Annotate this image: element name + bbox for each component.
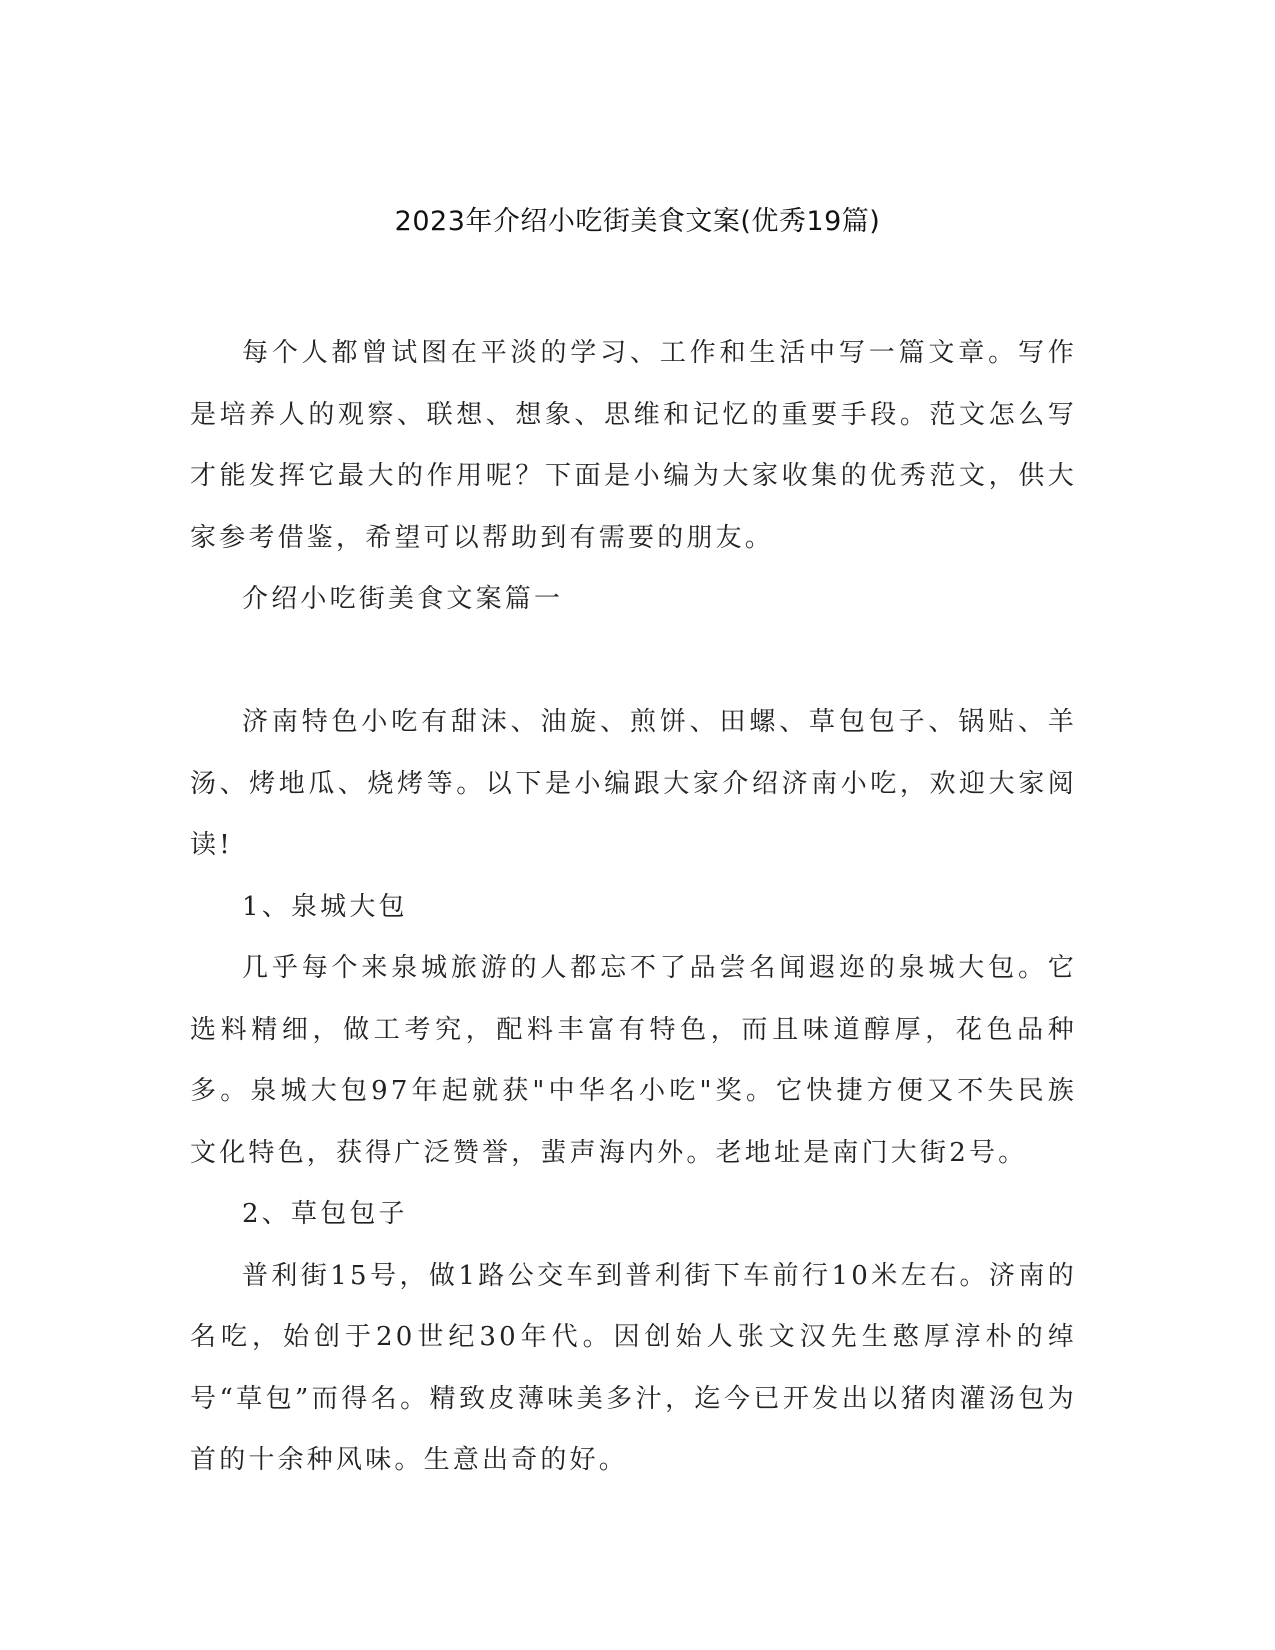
article-body <box>190 692 1077 1492</box>
item-text-2: 普利街15号，做1路公交车到普利街下车前行10米左右。济南的名吃，始创于20世纪30年代。因创始人张文汉先生憨厚淳朴的绰号“草包”而得名。精致皮薄味美多汁，迄今已开发出以猪肉灌汤包为首的十余种风味。生意出奇的好。 <box>190 1260 1077 1475</box>
section-title: 介绍小吃街美食文案篇一 <box>242 584 564 614</box>
item-heading-1: 1、泉城大包 <box>242 891 408 922</box>
intro-block <box>190 323 1077 631</box>
document-title: 2023年介绍小吃街美食文案(优秀19篇) <box>394 206 881 237</box>
item-heading-2: 2、草包包子 <box>242 1199 408 1229</box>
paragraph-overview: 济南特色小吃有甜沫、油旋、煎饼、田螺、草包包子、锅贴、羊汤、烤地瓜、烧烤等。以下是小编跟大家介绍济南小吃，欢迎大家阅读! <box>190 707 1077 860</box>
item-text-1: 几乎每个来泉城旅游的人都忘不了品尝名闻遐迩的泉城大包。它选料精细，做工考究，配料丰富有特色，而且味道醇厚，花色品种多。泉城大包97年起就获"中华名小吃"奖。它快捷方便又不失民族文化特色，获得广泛赞誉，蜚声海内外。老地址是南门大街2号。 <box>190 953 1077 1168</box>
intro-paragraph: 每个人都曾试图在平淡的学习、工作和生活中写一篇文章。写作是培养人的观察、联想、想象、思维和记忆的重要手段。范文怎么写才能发挥它最大的作用呢？下面是小编为大家收集的优秀范文，供大家参考借鉴，希望可以帮助到有需要的朋友。 <box>190 338 1077 553</box>
